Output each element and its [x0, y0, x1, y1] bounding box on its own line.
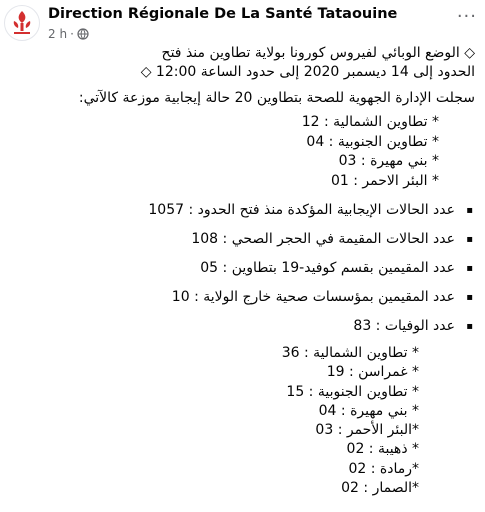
page-avatar[interactable]: [4, 5, 40, 41]
meta-separator: ·: [70, 27, 74, 41]
list-item: * تطاوين الشمالية : 36: [281, 345, 419, 361]
list-item: * تطاوين الشمالية : 12: [301, 114, 439, 130]
post-meta: [48, 27, 89, 41]
list-item: * تطاوين الجنوبية : 15: [286, 383, 419, 400]
deaths-list: [10, 344, 475, 498]
list-item: *الصمار : 02: [341, 480, 419, 497]
lead-line: سجلت الإدارة الجهوية للصحة بتطاوين 20 حالة إيجابية موزعة كالآتي:: [78, 90, 475, 106]
list-item: * غمراسن : 19: [326, 364, 419, 381]
list-item: * ذهيبة : 02: [346, 441, 419, 458]
list-item: *البئر الأحمر : 03: [315, 422, 419, 439]
list-item: * بني مهيرة : 04: [318, 402, 419, 419]
stat-item: ▪ عدد المقيمين بقسم كوفيد-19 بتطاوين : 05: [10, 259, 475, 278]
list-item: * تطاوين الجنوبية : 04: [306, 133, 439, 150]
more-options-button[interactable]: ···: [456, 6, 477, 27]
list-item: * البئر الاحمر : 01: [330, 172, 439, 189]
intro-line: الحدود إلى 14 ديسمبر 2020 إلى حدود الساعة 12:00 ◇: [140, 64, 475, 80]
stats-list: [10, 201, 475, 336]
intro-line: ◇ الوضع الوبائي لفيروس كورونا بولاية تطاوين منذ فتح: [161, 45, 475, 61]
distribution-list: [10, 113, 475, 191]
post-time[interactable]: 2 h: [48, 27, 68, 41]
post-header: [0, 0, 485, 48]
stat-item: ▪ عدد الحالات الإيجابية المؤكدة منذ فتح الحدود : 1057: [10, 201, 475, 220]
post-body: [10, 44, 475, 498]
globe-icon[interactable]: [77, 28, 89, 40]
stat-item: ▪ عدد المقيمين بمؤسسات صحية خارج الولاية : 10: [10, 288, 475, 307]
page-name-link[interactable]: Direction Régionale De La Santé Tataouine: [48, 6, 398, 22]
stat-item: ▪ عدد الحالات المقيمة في الحجر الصحي : 108: [10, 230, 475, 249]
list-item: *رمادة : 02: [348, 460, 419, 477]
ministry-logo-icon: [5, 6, 39, 40]
list-item: * بني مهيرة : 03: [338, 153, 439, 169]
post-intro: [10, 44, 475, 82]
stat-item: ▪ عدد الوفيات : 83: [10, 317, 475, 336]
